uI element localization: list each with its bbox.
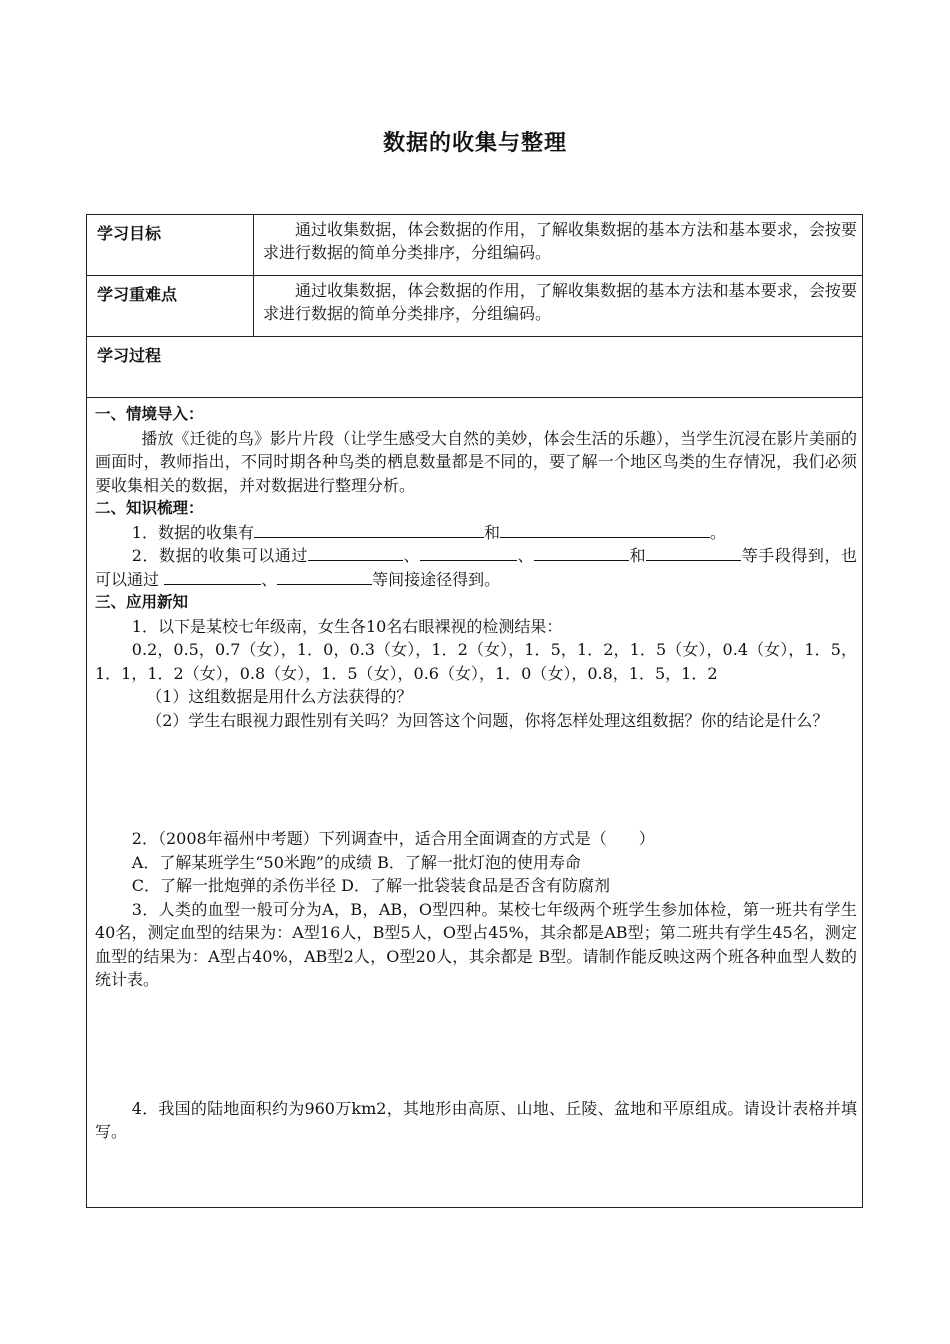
process-label: 学习过程	[97, 346, 162, 365]
apply-q4: 4．我国的陆地面积约为960万km2，其地形由高原、山地、丘陵、盆地和平原组成。请设计表格并填写。	[95, 1098, 857, 1141]
apply-q2: 2．（2008年福州中考题）下列调查中，适合用全面调查的方式是（ ）	[131, 829, 655, 848]
intro-paragraph: 播放《迁徙的鸟》影片片段（让学生感受大自然的美妙，体会生活的乐趣），当学生沉浸在影片美丽的画面时，教师指出，不同时期各种鸟类的栖息数量都是不同的，要了解一个地区鸟类的生存情况，我们必须要收集相关的数据，并对数据进行整理分析。	[95, 428, 857, 495]
q1-end: 。	[710, 522, 727, 542]
section-heading-knowledge: 二、知识梳理：	[95, 499, 204, 517]
separator: 、	[517, 546, 535, 565]
page-title: 数据的收集与整理	[382, 131, 567, 156]
section-heading-apply: 三、应用新知	[95, 593, 189, 611]
separator: 、	[261, 569, 278, 589]
worksheet-table	[86, 214, 863, 1208]
q2-middle: 等手段得到，也可以通过	[95, 546, 857, 589]
apply-q1: 1．以下是某校七年级南，女生各10名右眼裸视的检测结果：	[131, 616, 563, 636]
separator: 、	[402, 546, 421, 565]
answer-space	[95, 732, 857, 827]
knowledge-q1	[95, 521, 857, 545]
q1-and: 和	[483, 522, 500, 542]
apply-q1-sub1: （1）这组数据是用什么方法获得的？	[146, 687, 413, 706]
objective-label: 学习目标	[97, 224, 162, 243]
objective-row	[87, 215, 862, 276]
answer-blank[interactable]	[308, 544, 403, 561]
process-row	[87, 337, 862, 398]
answer-blank[interactable]	[646, 544, 741, 561]
apply-q1-sub2: （2）学生右眼视力跟性别有关吗？为回答这个问题，你将怎样处理这组数据？你的结论是什么？	[146, 710, 829, 730]
answer-blank[interactable]	[254, 521, 484, 538]
q2-prefix: 2．数据的收集可以通过	[131, 546, 308, 565]
answer-blank[interactable]	[420, 544, 517, 561]
keypoints-row	[87, 276, 862, 337]
q2-and: 和	[629, 546, 647, 565]
apply-q1-data: 0.2，0.5，0.7（女），1．0，0.3（女），1．2（女），1．5，1．2，1．5（女），0.4（女），1．5，1．1，1．2（女），0.8（女），1．5（女），0.6（女），1．0（女），0.8，1．5，1．2	[95, 640, 857, 683]
keypoints-text: 通过收集数据，体会数据的作用，了解收集数据的基本方法和基本要求，会按要求进行数据的简单分类排序，分组编码。	[263, 281, 857, 323]
process-content	[95, 403, 857, 1144]
answer-blank[interactable]	[534, 544, 629, 561]
keypoints-label: 学习重难点	[97, 285, 178, 304]
answer-blank[interactable]	[277, 568, 372, 585]
q2-end: 等间接途径得到。	[372, 569, 501, 589]
apply-q2-options-ab: A．了解某班学生“50米跑”的成绩 B．了解一批灯泡的使用寿命	[131, 852, 581, 872]
knowledge-q2	[95, 544, 857, 591]
answer-space	[95, 992, 857, 1097]
section-heading-intro: 一、情境导入：	[95, 405, 204, 423]
q1-prefix: 1．数据的收集有	[131, 522, 254, 542]
answer-blank[interactable]	[164, 568, 261, 585]
answer-blank[interactable]	[500, 521, 710, 538]
objective-text: 通过收集数据，体会数据的作用，了解收集数据的基本方法和基本要求，会按要求进行数据的简单分类排序，分组编码。	[263, 220, 857, 262]
apply-q2-options-cd: C．了解一批炮弹的杀伤半径 D．了解一批袋装食品是否含有防腐剂	[131, 876, 610, 895]
apply-q3: 3．人类的血型一般可分为A，B，AB，O型四种。某校七年级两个班学生参加体检，第一班共有学生40名，测定血型的结果为：A型16人，B型5人，O型占45%，其余都是AB型；第二班共有学生45名，测定血型的结果为：A型占40%，AB型2人，O型20人，其余都是 B型。请制作能反映这两个班各种血型人数的统计表。	[95, 899, 857, 989]
